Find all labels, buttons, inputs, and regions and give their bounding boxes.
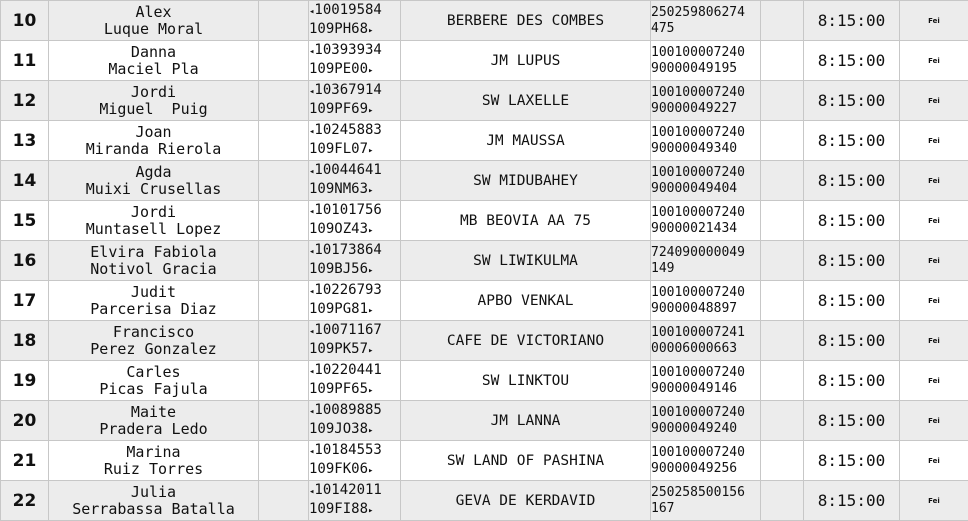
rider-first-name: Danna [130,42,177,61]
id-cell [309,241,401,281]
rider-fei-id-line [309,242,400,261]
ueln-line-1: 100100007240 [651,284,745,300]
horse-fei-id-line [309,501,400,520]
ueln-cell [651,161,761,201]
rider-fei-id: 10184553 [314,441,382,458]
ueln-line-1: 100100007240 [651,444,745,460]
horse-name: SW LINKTOU [401,361,651,401]
start-time: 8:15:00 [804,41,900,81]
ueln-line-2: 167 [651,500,675,516]
rider-last-name: Luque Moral [103,19,204,38]
start-time: 8:15:00 [804,321,900,361]
horse-fei-id: 109PG81 [309,300,369,317]
empty-cell [761,481,804,521]
horse-fei-id: 109BJ56 [309,260,369,277]
ueln-line-2: 90000021434 [651,220,738,236]
rider-first-name: Francisco [112,322,195,341]
fei-flag: Fei [900,81,968,121]
empty-cell [259,81,309,121]
ueln-line-1: 250259806274 [651,4,745,20]
rider-cell [49,281,259,321]
horse-fei-id-line [309,421,400,440]
horse-fei-id-line [309,21,400,40]
horse-fei-id-line [309,141,400,160]
start-time: 8:15:00 [804,161,900,201]
left-arrow-icon: ◂ [309,406,315,417]
start-list-rows [1,1,968,521]
rider-first-name: Jordi [130,82,177,101]
ueln-line-1: 100100007240 [651,364,745,380]
rider-fei-id-line [309,122,400,141]
horse-name: SW LAND OF PASHINA [401,441,651,481]
rider-cell [49,121,259,161]
rider-cell [49,401,259,441]
table-row [1,41,968,81]
right-arrow-icon: ▸ [368,385,374,396]
start-number: 15 [1,201,49,241]
rider-fei-id-line [309,322,400,341]
empty-cell [259,161,309,201]
start-time: 8:15:00 [804,481,900,521]
rider-last-name: Miguel Puig [99,99,208,118]
ueln-line-2: 90000049240 [651,420,738,436]
empty-cell [259,121,309,161]
rider-first-name: Julia [130,482,177,501]
rider-fei-id: 10220441 [314,361,382,378]
empty-cell [259,361,309,401]
start-number: 16 [1,241,49,281]
horse-name: BERBERE DES COMBES [401,1,651,41]
horse-name: MB BEOVIA AA 75 [401,201,651,241]
ueln-line-1: 100100007240 [651,44,745,60]
empty-cell [761,41,804,81]
right-arrow-icon: ▸ [368,65,374,76]
start-number: 20 [1,401,49,441]
start-time: 8:15:00 [804,401,900,441]
rider-cell [49,161,259,201]
ueln-line-2: 475 [651,20,675,36]
rider-fei-id-line [309,282,400,301]
start-number: 21 [1,441,49,481]
rider-cell [49,241,259,281]
ueln-line-2: 90000049227 [651,100,738,116]
ueln-line-2: 149 [651,260,675,276]
ueln-cell [651,1,761,41]
horse-fei-id: 109PH68 [309,20,369,37]
start-time: 8:15:00 [804,241,900,281]
rider-first-name: Maite [130,402,177,421]
left-arrow-icon: ◂ [309,486,315,497]
ueln-cell [651,121,761,161]
right-arrow-icon: ▸ [368,345,374,356]
fei-flag: Fei [900,41,968,81]
empty-cell [259,241,309,281]
horse-name: SW MIDUBAHEY [401,161,651,201]
left-arrow-icon: ◂ [309,366,315,377]
horse-fei-id: 109PF65 [309,380,369,397]
start-number: 12 [1,81,49,121]
fei-flag: Fei [900,201,968,241]
horse-fei-id-line [309,461,400,480]
table-row [1,401,968,441]
horse-fei-id-line [309,341,400,360]
table-row [1,241,968,281]
rider-fei-id: 10142011 [314,481,382,498]
rider-fei-id: 10173864 [314,241,382,258]
empty-cell [761,81,804,121]
ueln-cell [651,201,761,241]
empty-cell [761,121,804,161]
horse-fei-id: 109NM63 [309,180,369,197]
ueln-cell [651,481,761,521]
rider-fei-id-line [309,82,400,101]
empty-cell [259,281,309,321]
table-row [1,1,968,41]
id-cell [309,401,401,441]
fei-flag: Fei [900,241,968,281]
horse-fei-id: 109PF69 [309,100,369,117]
start-number: 17 [1,281,49,321]
horse-fei-id: 109JO38 [309,420,369,437]
ueln-cell [651,401,761,441]
fei-flag: Fei [900,121,968,161]
fei-flag: Fei [900,281,968,321]
start-number: 18 [1,321,49,361]
ueln-line-1: 100100007240 [651,84,745,100]
rider-last-name: Muntasell Lopez [85,219,222,238]
id-cell [309,121,401,161]
horse-fei-id-line [309,101,400,120]
rider-fei-id-line [309,482,400,501]
right-arrow-icon: ▸ [368,185,374,196]
horse-fei-id-line [309,181,400,200]
left-arrow-icon: ◂ [309,166,315,177]
right-arrow-icon: ▸ [368,145,374,156]
ueln-cell [651,361,761,401]
horse-fei-id: 109OZ43 [309,220,369,237]
rider-first-name: Marina [126,442,181,461]
rider-fei-id: 10101756 [314,201,382,218]
empty-cell [259,401,309,441]
rider-last-name: Miranda Rierola [85,139,222,158]
left-arrow-icon: ◂ [309,126,315,137]
rider-fei-id-line [309,2,400,21]
start-number: 14 [1,161,49,201]
rider-fei-id-line [309,402,400,421]
rider-cell [49,481,259,521]
fei-flag: Fei [900,441,968,481]
empty-cell [761,401,804,441]
ueln-line-1: 100100007240 [651,204,745,220]
rider-fei-id: 10071167 [314,321,382,338]
ueln-line-1: 100100007240 [651,404,745,420]
id-cell [309,201,401,241]
empty-cell [761,361,804,401]
horse-fei-id-line [309,381,400,400]
rider-last-name: Perez Gonzalez [90,339,217,358]
rider-first-name: Carles [126,362,181,381]
rider-last-name: Ruiz Torres [103,459,204,478]
horse-name: CAFE DE VICTORIANO [401,321,651,361]
horse-fei-id: 109FL07 [309,140,369,157]
right-arrow-icon: ▸ [368,465,374,476]
ueln-line-1: 250258500156 [651,484,745,500]
rider-fei-id: 10393934 [314,41,382,58]
table-row [1,441,968,481]
start-time: 8:15:00 [804,81,900,121]
ueln-cell [651,81,761,121]
start-number: 13 [1,121,49,161]
rider-cell [49,361,259,401]
ueln-line-1: 100100007240 [651,124,745,140]
rider-fei-id: 10367914 [314,81,382,98]
horse-name: SW LAXELLE [401,81,651,121]
rider-last-name: Maciel Pla [108,59,199,78]
id-cell [309,41,401,81]
ueln-line-1: 724090000049 [651,244,745,260]
ueln-line-2: 90000049340 [651,140,738,156]
rider-last-name: Serrabassa Batalla [72,499,235,518]
rider-last-name: Pradera Ledo [99,419,208,438]
rider-cell [49,81,259,121]
ueln-line-1: 100100007240 [651,164,745,180]
rider-cell [49,201,259,241]
fei-flag: Fei [900,161,968,201]
rider-cell [49,1,259,41]
rider-fei-id-line [309,162,400,181]
right-arrow-icon: ▸ [368,25,374,36]
ueln-line-1: 100100007241 [651,324,745,340]
empty-cell [259,1,309,41]
horse-name: SW LIWIKULMA [401,241,651,281]
rider-first-name: Elvira Fabiola [90,242,217,261]
ueln-cell [651,281,761,321]
rider-cell [49,321,259,361]
ueln-cell [651,41,761,81]
horse-name: JM LANNA [401,401,651,441]
rider-cell [49,41,259,81]
start-number: 22 [1,481,49,521]
table-row [1,201,968,241]
fei-flag: Fei [900,1,968,41]
table-row [1,81,968,121]
id-cell [309,481,401,521]
left-arrow-icon: ◂ [309,46,315,57]
right-arrow-icon: ▸ [368,505,374,516]
horse-fei-id-line [309,221,400,240]
right-arrow-icon: ▸ [368,425,374,436]
empty-cell [761,241,804,281]
rider-last-name: Picas Fajula [99,379,208,398]
rider-first-name: Jordi [130,202,177,221]
right-arrow-icon: ▸ [368,105,374,116]
ueln-cell [651,441,761,481]
horse-name: JM LUPUS [401,41,651,81]
start-number: 19 [1,361,49,401]
right-arrow-icon: ▸ [368,265,374,276]
rider-last-name: Muixi Crusellas [85,179,222,198]
empty-cell [259,201,309,241]
start-time: 8:15:00 [804,361,900,401]
empty-cell [259,481,309,521]
horse-name: JM MAUSSA [401,121,651,161]
empty-cell [761,281,804,321]
empty-cell [761,321,804,361]
ueln-line-2: 90000049404 [651,180,738,196]
fei-flag: Fei [900,481,968,521]
left-arrow-icon: ◂ [309,206,315,217]
horse-name: GEVA DE KERDAVID [401,481,651,521]
table-row [1,121,968,161]
ueln-cell [651,241,761,281]
id-cell [309,321,401,361]
rider-fei-id-line [309,362,400,381]
rider-last-name: Parcerisa Diaz [90,299,217,318]
empty-cell [259,441,309,481]
fei-flag: Fei [900,401,968,441]
left-arrow-icon: ◂ [309,326,315,337]
table-row [1,281,968,321]
horse-fei-id-line [309,261,400,280]
id-cell [309,361,401,401]
horse-fei-id-line [309,301,400,320]
rider-fei-id: 10226793 [314,281,382,298]
empty-cell [761,161,804,201]
start-time: 8:15:00 [804,121,900,161]
empty-cell [761,1,804,41]
ueln-line-2: 90000049195 [651,60,738,76]
rider-first-name: Judit [130,282,177,301]
empty-cell [761,441,804,481]
horse-name: APBO VENKAL [401,281,651,321]
horse-fei-id: 109FI88 [309,500,369,517]
ueln-line-2: 90000048897 [651,300,738,316]
left-arrow-icon: ◂ [309,246,315,257]
horse-fei-id: 109PK57 [309,340,369,357]
right-arrow-icon: ▸ [368,225,374,236]
empty-cell [259,321,309,361]
start-time: 8:15:00 [804,201,900,241]
start-time: 8:15:00 [804,281,900,321]
horse-fei-id: 109PE00 [309,60,369,77]
ueln-line-2: 00006000663 [651,340,738,356]
rider-fei-id-line [309,42,400,61]
rider-fei-id: 10245883 [314,121,382,138]
start-time: 8:15:00 [804,1,900,41]
start-time: 8:15:00 [804,441,900,481]
ueln-line-2: 90000049256 [651,460,738,476]
rider-first-name: Joan [135,122,172,141]
rider-first-name: Agda [135,162,172,181]
rider-cell [49,441,259,481]
empty-cell [259,41,309,81]
id-cell [309,281,401,321]
left-arrow-icon: ◂ [309,86,315,97]
table-row [1,361,968,401]
start-number: 11 [1,41,49,81]
right-arrow-icon: ▸ [368,305,374,316]
id-cell [309,1,401,41]
table-row [1,321,968,361]
empty-cell [761,201,804,241]
table-row [1,481,968,521]
rider-fei-id: 10044641 [314,161,382,178]
horse-fei-id: 109FK06 [309,460,369,477]
id-cell [309,441,401,481]
table-row [1,161,968,201]
rider-fei-id: 10089885 [314,401,382,418]
left-arrow-icon: ◂ [309,446,315,457]
rider-last-name: Notivol Gracia [90,259,217,278]
fei-flag: Fei [900,321,968,361]
id-cell [309,81,401,121]
start-number: 10 [1,1,49,41]
id-cell [309,161,401,201]
rider-first-name: Alex [135,2,172,21]
rider-fei-id-line [309,442,400,461]
horse-fei-id-line [309,61,400,80]
left-arrow-icon: ◂ [309,286,315,297]
ueln-line-2: 90000049146 [651,380,738,396]
ueln-cell [651,321,761,361]
rider-fei-id: 10019584 [314,1,382,18]
left-arrow-icon: ◂ [309,6,315,17]
rider-fei-id-line [309,202,400,221]
fei-flag: Fei [900,361,968,401]
